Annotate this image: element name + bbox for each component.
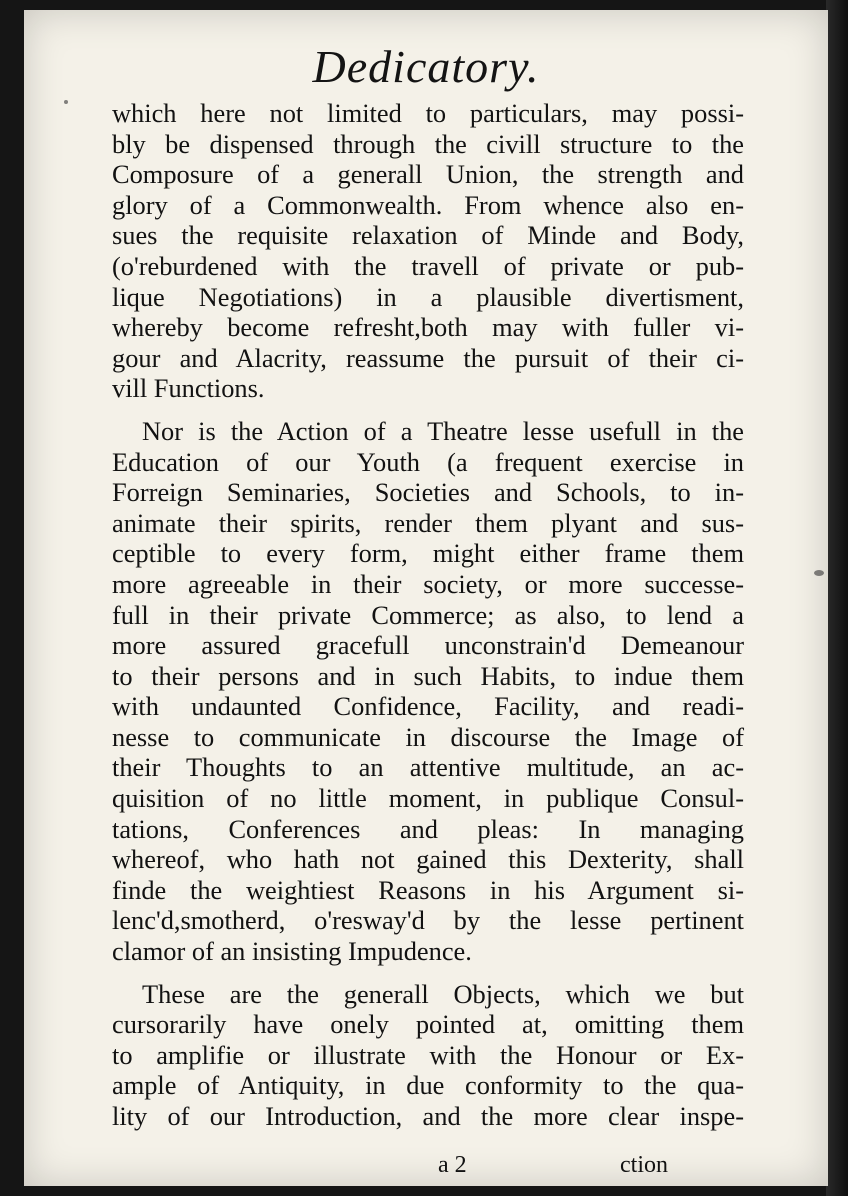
paragraph-1 [112,98,744,404]
text-line: Forreign Seminaries, Societies and Schools, to in- [112,477,744,508]
text-line: ample of Antiquity, in due conformity to the qua- [112,1070,744,1101]
text-line: to amplifie or illustrate with the Honour or Ex- [112,1039,744,1070]
running-header: Dedicatory. [312,41,540,92]
text-line: to their persons and in such Habits, to indue them [112,660,744,691]
text-line: whereof, who hath not gained this Dexterity, shall [112,844,744,875]
text-line: with undaunted Confidence, Facility, and readi- [112,691,744,722]
text-line: their Thoughts to an attentive multitude, an ac- [112,752,744,783]
text-line: which here not limited to particulars, may possi- [112,98,744,128]
text-line: These are the generall Objects, which we but [142,978,744,1009]
text-line: clamor of an insisting Impudence. [112,936,472,967]
page-footer [24,1152,828,1186]
text-line: gour and Alacrity, reassume the pursuit of their ci- [112,342,744,373]
text-line: Nor is the Action of a Theatre lesse usefull in the [142,415,744,446]
text-line: sues the requisite relaxation of Minde and Body, [112,220,744,251]
text-line: lity of our Introduction, and the more clear inspe- [112,1101,744,1131]
text-line: finde the weightiest Reasons in his Argument si- [112,874,744,905]
text-line: Education of our Youth (a frequent exercise in [112,446,744,477]
text-line: glory of a Commonwealth. From whence also en- [112,189,744,220]
text-line: nesse to communicate in discourse the Image of [112,721,744,752]
ink-speck [64,100,68,104]
scan-edge [826,0,848,1196]
text-line: more assured gracefull unconstrain'd Demeanour [112,630,744,661]
text-line: ceptible to every form, might either frame them [112,538,744,569]
text-line: lenc'd,smotherd, o'resway'd by the lesse pertinent [112,905,744,936]
paragraph-2 [112,416,744,967]
text-line: Composure of a generall Union, the strength and [112,159,744,190]
paragraph-3 [112,979,744,1132]
text-line: (o'reburdened with the travell of private or pub- [112,250,744,281]
text-line: animate their spirits, render them plyant and sus- [112,507,744,538]
text-line: cursorarily have onely pointed at, omitting them [112,1009,744,1040]
catchword: ction [620,1152,668,1178]
signature-mark: a 2 [438,1152,467,1178]
text-line: tations, Conferences and pleas: In managing [112,813,744,844]
body-text [112,98,744,1132]
text-line: whereby become refresht,both may with fuller vi- [112,312,744,343]
text-line: more agreeable in their society, or more successe- [112,568,744,599]
ink-speck [814,570,824,576]
text-line: lique Negotiations) in a plausible divertisment, [112,281,744,312]
text-line: vill Functions. [112,373,265,404]
text-line: full in their private Commerce; as also, to lend a [112,599,744,630]
text-line: bly be dispensed through the civill structure to the [112,128,744,159]
paragraph-gap [112,404,744,416]
paragraph-gap [112,967,744,979]
book-page [24,10,828,1186]
text-line: quisition of no little moment, in publique Consul- [112,783,744,814]
